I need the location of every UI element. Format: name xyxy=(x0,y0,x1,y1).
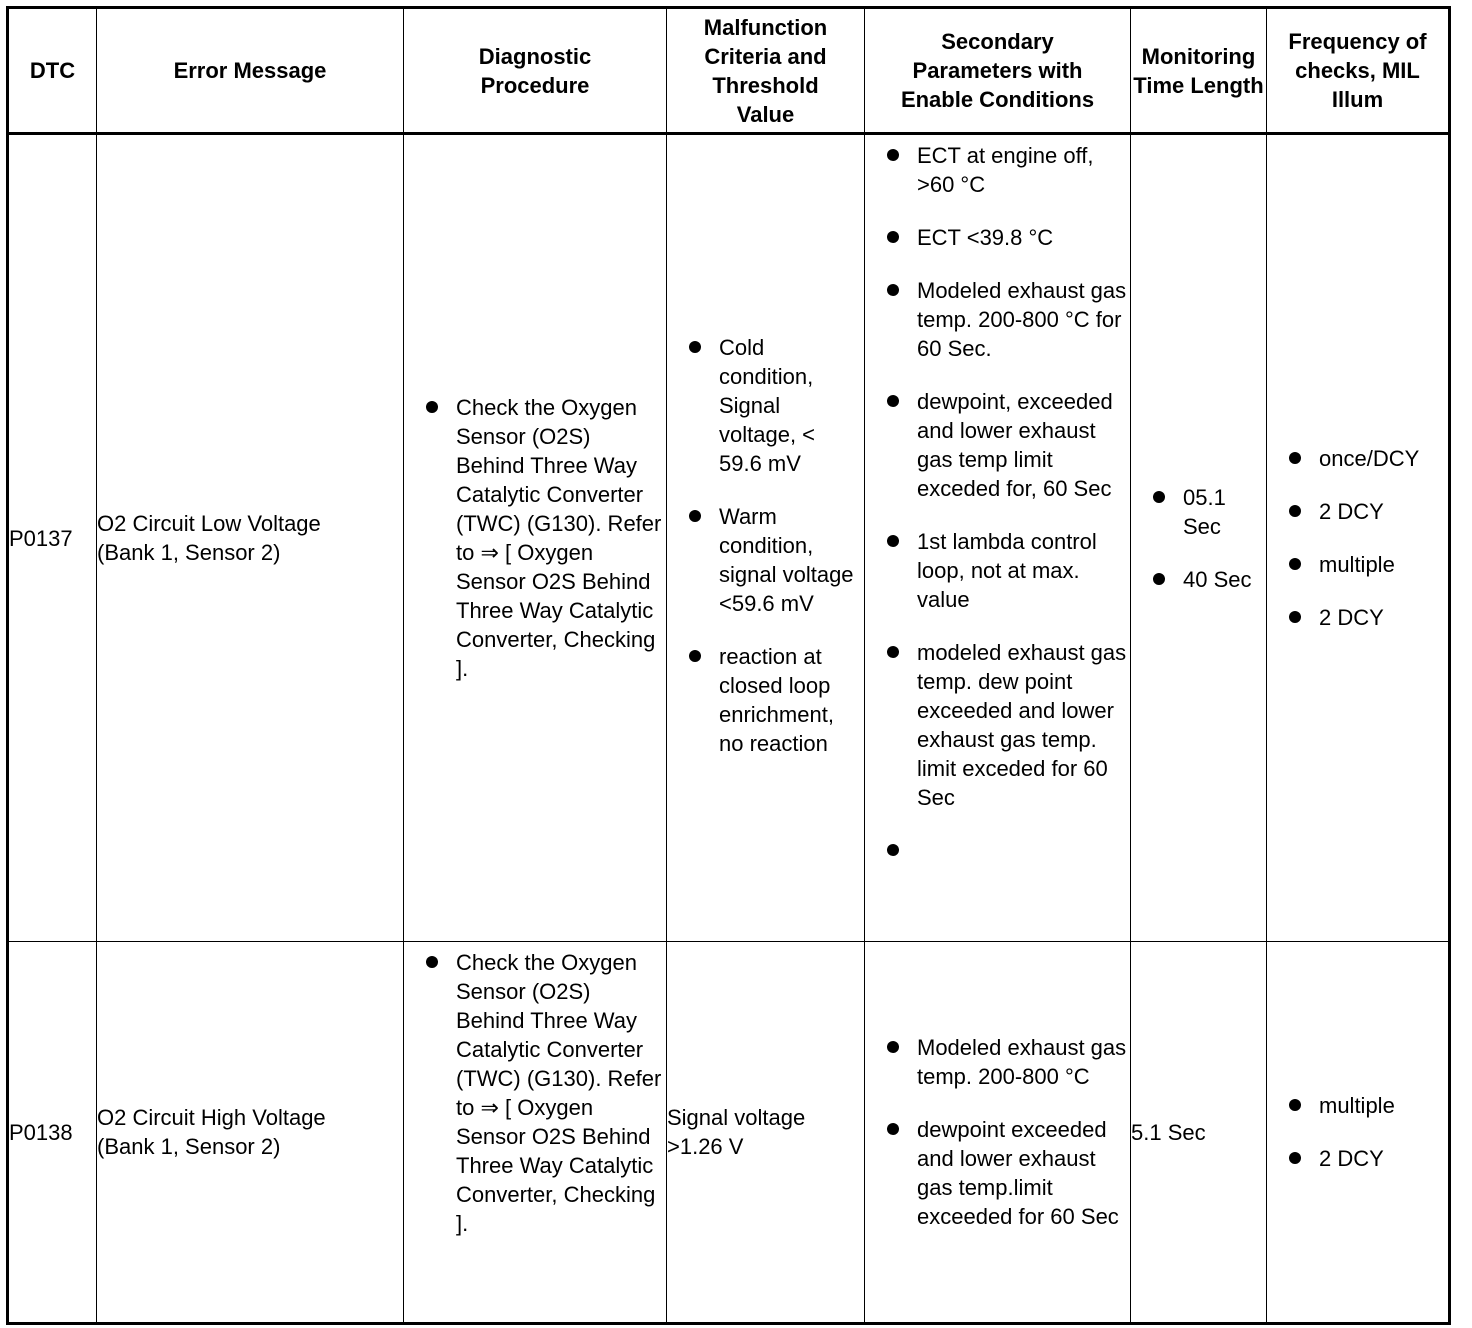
secondary-parameters-cell xyxy=(865,942,1131,1324)
parameter-text: ECT <39.8 °C xyxy=(917,225,1054,250)
parameter-text: 1st lambda control loop, not at max. value xyxy=(917,529,1097,612)
bullet-icon xyxy=(689,650,701,662)
bullet-icon xyxy=(887,535,899,547)
list-item xyxy=(667,502,864,618)
malfunction-criteria-cell xyxy=(667,134,865,942)
list-item xyxy=(865,387,1130,503)
list-item xyxy=(865,276,1130,363)
header-malfunction-criteria: Malfunction Criteria and Threshold Value xyxy=(667,8,865,134)
frequency-cell xyxy=(1267,134,1450,942)
frequency-text: multiple xyxy=(1319,1093,1395,1118)
header-monitoring-time: Monitoring Time Length xyxy=(1131,8,1267,134)
list-item xyxy=(1267,603,1448,632)
list-item xyxy=(1267,1091,1448,1120)
list-item xyxy=(667,642,864,758)
list-item xyxy=(865,1033,1130,1091)
bullet-icon xyxy=(1289,1152,1301,1164)
bullet-icon xyxy=(887,231,899,243)
parameter-text: Modeled exhaust gas temp. 200-800 °C for 60 Sec. xyxy=(917,278,1127,361)
bullet-icon xyxy=(1289,1099,1301,1111)
list-item xyxy=(404,948,666,1238)
frequency-text: once/DCY xyxy=(1319,446,1420,471)
parameter-text: Modeled exhaust gas temp. 200-800 °C xyxy=(917,1035,1127,1089)
bullet-icon xyxy=(887,1123,899,1135)
criteria-text: Cold condition, Signal voltage, < 59.6 mV xyxy=(719,334,816,476)
frequency-text: 2 DCY xyxy=(1319,499,1384,524)
parameter-text: dewpoint, exceeded and lower exhaust gas temp limit exceded for, 60 Sec xyxy=(917,389,1113,501)
bullet-icon xyxy=(887,646,899,658)
list-item xyxy=(865,1115,1130,1231)
malfunction-criteria-text: Signal voltage >1.26 V xyxy=(667,942,865,1324)
bullet-icon xyxy=(887,284,899,296)
diagnostic-procedure-cell xyxy=(404,942,667,1324)
list-item xyxy=(865,141,1130,199)
secondary-parameters-cell xyxy=(865,134,1131,942)
bullet-icon xyxy=(1289,611,1301,623)
bullet-icon xyxy=(689,341,701,353)
parameter-text: ECT at engine off, >60 °C xyxy=(917,143,1094,197)
header-error-message: Error Message xyxy=(97,8,404,134)
frequency-text: 2 DCY xyxy=(1319,605,1384,630)
frequency-text: 2 DCY xyxy=(1319,1146,1384,1171)
list-item xyxy=(1267,1144,1448,1173)
bullet-icon xyxy=(1153,573,1165,585)
list-item xyxy=(667,333,864,478)
list-item xyxy=(1267,497,1448,526)
criteria-text: reaction at closed loop enrichment, no reaction xyxy=(719,643,834,756)
parameter-text: modeled exhaust gas temp. dew point exceeded and lower exhaust gas temp. limit exceded for 60 Sec xyxy=(917,640,1127,810)
list-item xyxy=(1267,444,1448,473)
bullet-icon xyxy=(1289,558,1301,570)
criteria-text: Warm condition, signal voltage <59.6 mV xyxy=(719,503,854,616)
list-item xyxy=(1131,565,1266,594)
bullet-icon xyxy=(887,395,899,407)
table-row xyxy=(8,942,1450,1324)
header-frequency: Frequency of checks, MIL Illum xyxy=(1267,8,1450,134)
list-item xyxy=(865,836,1130,865)
dtc-table xyxy=(6,6,1451,1325)
header-dtc: DTC xyxy=(8,8,97,134)
list-item xyxy=(865,638,1130,812)
frequency-text: multiple xyxy=(1319,552,1395,577)
bullet-icon xyxy=(689,510,701,522)
header-secondary-parameters: Secondary Parameters with Enable Conditions xyxy=(865,8,1131,134)
list-item xyxy=(1131,483,1266,541)
bullet-icon xyxy=(887,844,899,856)
list-item xyxy=(865,527,1130,614)
monitoring-time-cell xyxy=(1131,134,1267,942)
bullet-icon xyxy=(1289,505,1301,517)
bullet-icon xyxy=(1289,452,1301,464)
bullet-icon xyxy=(1153,491,1165,503)
bullet-icon xyxy=(887,1041,899,1053)
time-text: 40 Sec xyxy=(1183,566,1252,592)
table-row xyxy=(8,134,1450,942)
list-item xyxy=(404,393,666,683)
frequency-cell xyxy=(1267,942,1450,1324)
error-message: O2 Circuit Low Voltage (Bank 1, Sensor 2) xyxy=(97,134,404,942)
bullet-icon xyxy=(426,401,438,413)
dtc-code: P0138 xyxy=(8,942,97,1324)
header-diagnostic-procedure: Diagnostic Procedure xyxy=(404,8,667,134)
header-row xyxy=(8,8,1450,134)
diagnostic-procedure-text: Check the Oxygen Sensor (O2S) Behind Three Way Catalytic Converter (TWC) (G130). Refer to ⇒ [ Oxygen Sensor O2S Behind Three Way Catalytic Converter, Checking ]. xyxy=(456,950,662,1236)
list-item xyxy=(865,223,1130,252)
time-text: 05.1 Sec xyxy=(1183,484,1226,539)
monitoring-time-text: 5.1 Sec xyxy=(1131,942,1267,1324)
diagnostic-procedure-cell xyxy=(404,134,667,942)
bullet-icon xyxy=(887,149,899,161)
list-item xyxy=(1267,550,1448,579)
diagnostic-procedure-text: Check the Oxygen Sensor (O2S) Behind Three Way Catalytic Converter (TWC) (G130). Refer to ⇒ [ Oxygen Sensor O2S Behind Three Way Catalytic Converter, Checking ]. xyxy=(456,395,662,681)
error-message: O2 Circuit High Voltage (Bank 1, Sensor 2) xyxy=(97,942,404,1324)
bullet-icon xyxy=(426,956,438,968)
dtc-code: P0137 xyxy=(8,134,97,942)
parameter-text: dewpoint exceeded and lower exhaust gas temp.limit exceeded for 60 Sec xyxy=(917,1117,1119,1229)
